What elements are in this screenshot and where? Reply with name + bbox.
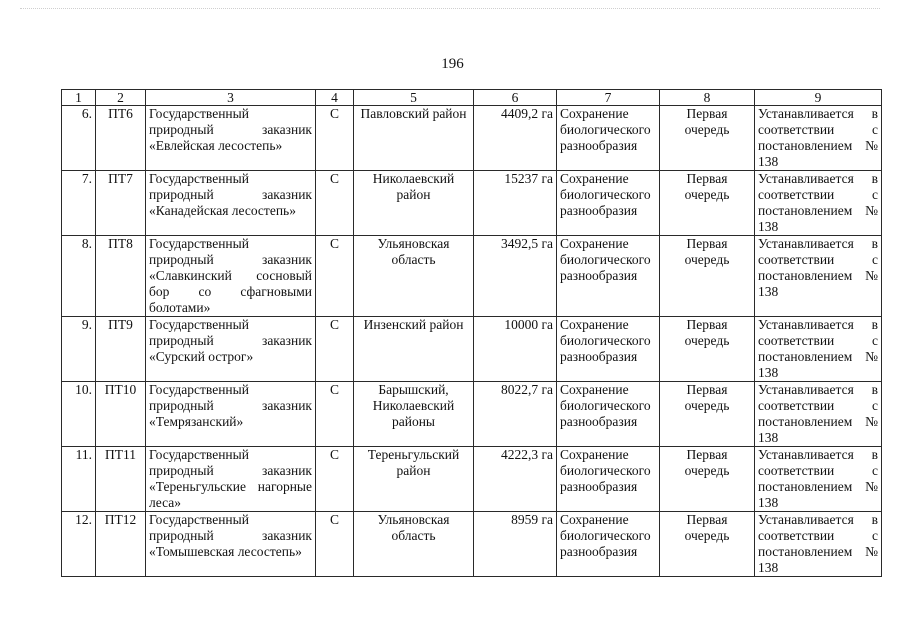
row-number: 7. bbox=[62, 171, 96, 236]
scan-artifact-dots bbox=[20, 8, 880, 10]
zone-code: ПТ9 bbox=[96, 317, 146, 382]
zone-code: ПТ7 bbox=[96, 171, 146, 236]
header-row bbox=[62, 90, 882, 106]
table-row bbox=[62, 106, 882, 171]
purpose-cell: Сохранение биологического разнообразия bbox=[557, 317, 660, 382]
area-cell: 8959 га bbox=[474, 512, 557, 577]
row-number: 9. bbox=[62, 317, 96, 382]
category-cell: С bbox=[316, 512, 354, 577]
table-row bbox=[62, 512, 882, 577]
zone-code: ПТ12 bbox=[96, 512, 146, 577]
column-header: 1 bbox=[62, 90, 96, 106]
row-number: 8. bbox=[62, 236, 96, 317]
table-row bbox=[62, 447, 882, 512]
object-name: Государственный природный заказник «Канадейская лесостепь» bbox=[146, 171, 316, 236]
category-cell: С bbox=[316, 382, 354, 447]
column-header: 4 bbox=[316, 90, 354, 106]
column-header: 9 bbox=[755, 90, 882, 106]
category-cell: С bbox=[316, 447, 354, 512]
area-cell: 3492,5 га bbox=[474, 236, 557, 317]
regime-cell: Устанавливается в соответствии с постановлением № 138 bbox=[755, 447, 882, 512]
area-cell: 8022,7 га bbox=[474, 382, 557, 447]
protected-areas-table bbox=[61, 89, 882, 577]
area-cell: 4409,2 га bbox=[474, 106, 557, 171]
page-number: 196 bbox=[441, 56, 464, 72]
purpose-cell: Сохранение биологического разнообразия bbox=[557, 447, 660, 512]
purpose-cell: Сохранение биологического разнообразия bbox=[557, 512, 660, 577]
column-header: 5 bbox=[354, 90, 474, 106]
object-name: Государственный природный заказник «Евлейская лесостепь» bbox=[146, 106, 316, 171]
regime-cell: Устанавливается в соответствии с постановлением № 138 bbox=[755, 106, 882, 171]
location-cell: Павловский район bbox=[354, 106, 474, 171]
stage-cell: Первая очередь bbox=[660, 447, 755, 512]
row-number: 11. bbox=[62, 447, 96, 512]
row-number: 6. bbox=[62, 106, 96, 171]
object-name: Государственный природный заказник «Темрязанский» bbox=[146, 382, 316, 447]
purpose-cell: Сохранение биологического разнообразия bbox=[557, 382, 660, 447]
row-number: 12. bbox=[62, 512, 96, 577]
category-cell: С bbox=[316, 106, 354, 171]
table-row bbox=[62, 171, 882, 236]
area-cell: 4222,3 га bbox=[474, 447, 557, 512]
area-cell: 10000 га bbox=[474, 317, 557, 382]
table-row bbox=[62, 317, 882, 382]
regime-cell: Устанавливается в соответствии с постановлением № 138 bbox=[755, 512, 882, 577]
category-cell: С bbox=[316, 171, 354, 236]
location-cell: Барышский, Николаевский районы bbox=[354, 382, 474, 447]
zone-code: ПТ6 bbox=[96, 106, 146, 171]
object-name: Государственный природный заказник «Томышевская лесостепь» bbox=[146, 512, 316, 577]
stage-cell: Первая очередь bbox=[660, 171, 755, 236]
purpose-cell: Сохранение биологического разнообразия bbox=[557, 171, 660, 236]
column-header: 2 bbox=[96, 90, 146, 106]
purpose-cell: Сохранение биологического разнообразия bbox=[557, 236, 660, 317]
location-cell: Николаевский район bbox=[354, 171, 474, 236]
stage-cell: Первая очередь bbox=[660, 106, 755, 171]
regime-cell: Устанавливается в соответствии с постановлением № 138 bbox=[755, 382, 882, 447]
object-name: Государственный природный заказник «Сурский острог» bbox=[146, 317, 316, 382]
column-header: 3 bbox=[146, 90, 316, 106]
category-cell: С bbox=[316, 236, 354, 317]
table-row bbox=[62, 236, 882, 317]
zone-code: ПТ8 bbox=[96, 236, 146, 317]
row-number: 10. bbox=[62, 382, 96, 447]
regime-cell: Устанавливается в соответствии с постановлением № 138 bbox=[755, 236, 882, 317]
stage-cell: Первая очередь bbox=[660, 236, 755, 317]
location-cell: Инзенский район bbox=[354, 317, 474, 382]
object-name: Государственный природный заказник «Тереньгульские нагорные леса» bbox=[146, 447, 316, 512]
location-cell: Тереньгульский район bbox=[354, 447, 474, 512]
table-row bbox=[62, 382, 882, 447]
column-header: 7 bbox=[557, 90, 660, 106]
regime-cell: Устанавливается в соответствии с постановлением № 138 bbox=[755, 317, 882, 382]
regime-cell: Устанавливается в соответствии с постановлением № 138 bbox=[755, 171, 882, 236]
location-cell: Ульяновская область bbox=[354, 236, 474, 317]
zone-code: ПТ10 bbox=[96, 382, 146, 447]
stage-cell: Первая очередь bbox=[660, 317, 755, 382]
stage-cell: Первая очередь bbox=[660, 512, 755, 577]
zone-code: ПТ11 bbox=[96, 447, 146, 512]
column-header: 8 bbox=[660, 90, 755, 106]
category-cell: С bbox=[316, 317, 354, 382]
object-name: Государственный природный заказник «Славкинский сосновый бор со сфагновыми болотами» bbox=[146, 236, 316, 317]
area-cell: 15237 га bbox=[474, 171, 557, 236]
column-header: 6 bbox=[474, 90, 557, 106]
stage-cell: Первая очередь bbox=[660, 382, 755, 447]
location-cell: Ульяновская область bbox=[354, 512, 474, 577]
purpose-cell: Сохранение биологического разнообразия bbox=[557, 106, 660, 171]
